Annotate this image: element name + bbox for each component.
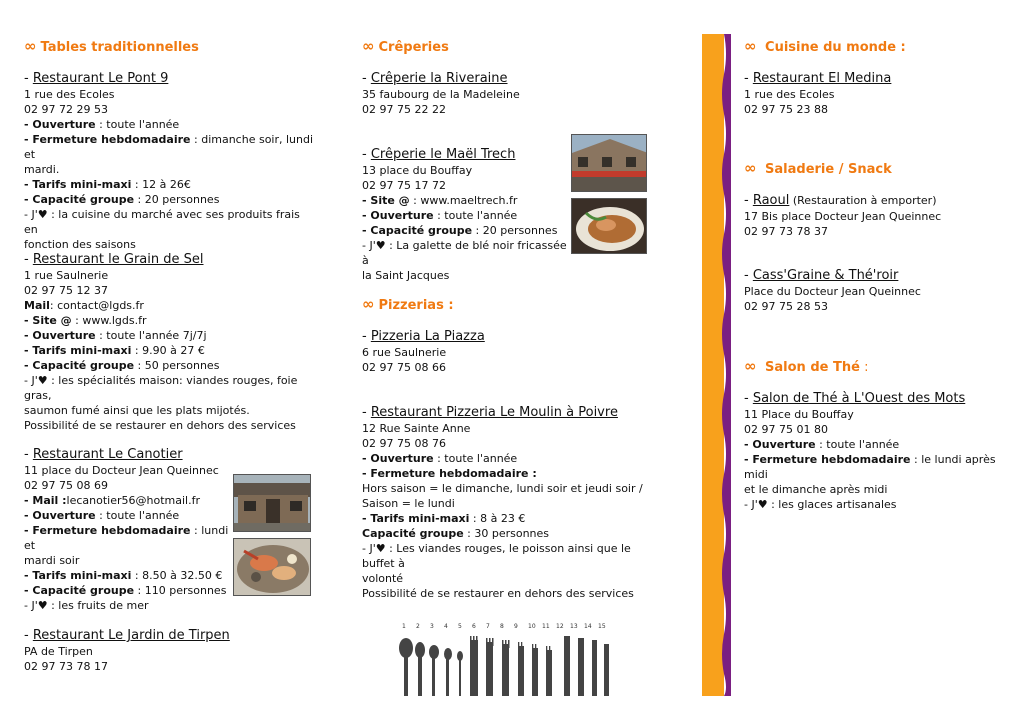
cutlery-number: 2 [416, 623, 420, 630]
entry-line: 02 97 75 12 37 [24, 284, 108, 297]
entry-field-value: : contact@lgds.fr [49, 299, 144, 312]
creperie-building-photo [571, 134, 647, 192]
entry-name[interactable]: - Restaurant Le Jardin de Tirpen [24, 628, 230, 643]
entry-line: 02 97 75 22 22 [362, 103, 446, 116]
entry-line: 35 faubourg de la Madeleine [362, 88, 520, 101]
entry-line [362, 223, 567, 238]
section-title-pizzerias: ∞ Pizzerias : [362, 295, 454, 313]
entry-field-label: - Fermeture hebdomadaire [24, 524, 191, 537]
entry-line: - J'♥ : les glaces artisanales [744, 498, 897, 511]
entry-field-label: - Ouverture [362, 209, 434, 222]
entry-field-value: : lundi et [24, 524, 229, 552]
pizzeria-entry [362, 404, 662, 601]
entry-field-label: - Fermeture hebdomadaire : [362, 467, 537, 480]
entry-line: et le dimanche après midi [744, 483, 888, 496]
entry-line: 1 rue des Ecoles [24, 88, 115, 101]
entry-line: 02 97 75 08 66 [362, 361, 446, 374]
entry-line [24, 117, 314, 132]
entry-field-label: - Tarifs mini-maxi [362, 512, 470, 525]
cutlery-number: 10 [528, 623, 536, 630]
entry-line: la Saint Jacques [362, 269, 450, 282]
galette-dish-photo [571, 198, 647, 254]
entry-field-label: - Site @ [362, 194, 410, 207]
entry-line: saumon fumé ainsi que les plats mijotés. [24, 404, 250, 417]
entry-field-value: : toute l'année 7j/7j [95, 329, 207, 342]
entry-name[interactable]: - Restaurant Pizzeria Le Moulin à Poivre [362, 405, 618, 420]
entry-line: mardi soir [24, 554, 80, 567]
entry-line: - J'♥ : les spécialités maison: viandes rouges, foie gras, [24, 374, 298, 402]
section-title-tea-room: ∞ Salon de Thé : [744, 357, 869, 375]
entry-line [24, 343, 314, 358]
entry-line: 02 97 75 08 69 [24, 479, 108, 492]
entry-line: 11 place du Docteur Jean Queinnec [24, 464, 219, 477]
entry-line: 13 place du Bouffay [362, 164, 473, 177]
entry-line [24, 132, 314, 162]
entry-name[interactable]: - Restaurant Le Canotier [24, 447, 183, 462]
entry-field-value: : 12 à 26€ [131, 178, 191, 191]
infinity-icon: ∞ [362, 295, 375, 313]
entry-field-value: : toute l'année [95, 118, 180, 131]
entry-field-label: - Capacité groupe [24, 193, 135, 206]
cutlery-number: 14 [584, 623, 592, 630]
restaurant-building-photo [233, 474, 311, 532]
entry-line: - J'♥ : Les viandes rouges, le poisson ainsi que le buffet à [362, 542, 631, 570]
entry-line: - J'♥ : les fruits de mer [24, 599, 149, 612]
entry-line [24, 508, 229, 523]
entry-line [24, 523, 229, 553]
purple-wave-stripe [721, 34, 731, 696]
entry-line: - J'♥ : La galette de blé noir fricassée à [362, 239, 567, 267]
entry-field-label: - Capacité groupe [24, 359, 135, 372]
entry-field-label: Capacité groupe [362, 527, 464, 540]
entry-line: 02 97 75 01 80 [744, 423, 828, 436]
entry-line [744, 452, 1014, 482]
entry-field-label: - Ouverture [24, 329, 96, 342]
entry-field-value: : www.maeltrech.fr [409, 194, 518, 207]
entry-line: 17 Bis place Docteur Jean Queinnec [744, 210, 942, 223]
entry-name[interactable]: - Restaurant le Grain de Sel [24, 252, 204, 267]
entry-field-value: : dimanche soir, lundi et [24, 133, 314, 161]
entry-name[interactable]: - Pizzeria La Piazza [362, 329, 485, 344]
entry-name[interactable]: - Crêperie le Maël Trech [362, 147, 516, 162]
entry-field-label: - Ouverture [744, 438, 816, 451]
entry-line: 12 Rue Sainte Anne [362, 422, 471, 435]
entry-field-value: : toute l'année [95, 509, 180, 522]
infinity-icon: ∞ [744, 37, 757, 55]
entry-line: mardi. [24, 163, 60, 176]
cutlery-number: 3 [430, 623, 434, 630]
entry-field-value: : 30 personnes [463, 527, 550, 540]
column-creperies-pizzerias [362, 36, 662, 696]
entry-line: 1 rue Saulnerie [24, 269, 109, 282]
infinity-icon: ∞ [24, 37, 37, 55]
infinity-icon: ∞ [744, 357, 757, 375]
entry-field-value: : 8 à 23 € [469, 512, 526, 525]
entry-line: PA de Tirpen [24, 645, 93, 658]
cutlery-number: 9 [514, 623, 518, 630]
cutlery-number: 6 [472, 623, 476, 630]
cutlery-number: 4 [444, 623, 448, 630]
entry-line: Hors saison = le dimanche, lundi soir et jeudi soir / [362, 482, 643, 495]
entry-line [24, 358, 314, 373]
entry-field-value: : 20 personnes [134, 193, 220, 206]
entry-line [362, 466, 662, 481]
section-title-world-cuisine: ∞ Cuisine du monde : [744, 37, 906, 55]
tea-room-entry [744, 390, 1014, 512]
entry-field-value: : toute l'année [433, 209, 518, 222]
entry-line: 02 97 75 23 88 [744, 103, 828, 116]
cutlery-number: 15 [598, 623, 606, 630]
entry-line: Possibilité de se restaurer en dehors des services [362, 587, 634, 600]
entry-line: 02 97 73 78 17 [24, 660, 108, 673]
entry-field-value: : le lundi après midi [744, 453, 996, 481]
entry-line: volonté [362, 572, 404, 585]
entry-line: fonction des saisons [24, 238, 136, 251]
restaurant-entry [24, 627, 314, 674]
cutlery-number-row [398, 622, 616, 632]
restaurant-entry [24, 70, 314, 252]
entry-field-label: - Fermeture hebdomadaire [744, 453, 911, 466]
entry-line [24, 313, 314, 328]
entry-line [24, 328, 314, 343]
creperie-entry [362, 146, 567, 283]
cutlery-number: 11 [542, 623, 550, 630]
entry-line [362, 208, 567, 223]
entry-field-label: - Ouverture [24, 118, 96, 131]
entry-line [362, 511, 662, 526]
cutlery-number: 1 [402, 623, 406, 630]
entry-line [24, 493, 229, 508]
entry-line: - J'♥ : la cuisine du marché avec ses produits frais en [24, 208, 300, 236]
entry-field-value: : www.lgds.fr [71, 314, 147, 327]
cutlery-number: 5 [458, 623, 462, 630]
entry-name[interactable]: - Restaurant El Medina [744, 71, 892, 86]
restaurant-entry [24, 446, 229, 613]
cutlery-number: 12 [556, 623, 564, 630]
entry-field-value: : 8.50 à 32.50 € [131, 569, 223, 582]
entry-line: 02 97 75 08 76 [362, 437, 446, 450]
infinity-icon: ∞ [744, 159, 757, 177]
entry-field-label: - Ouverture [24, 509, 96, 522]
entry-name[interactable]: - Salon de Thé à L'Ouest des Mots [744, 391, 966, 406]
creperie-entry [362, 70, 662, 117]
entry-line [24, 298, 314, 313]
column-traditional [24, 36, 314, 696]
entry-line [24, 568, 229, 583]
entry-field-label: - Ouverture [362, 452, 434, 465]
entry-field-label: - Capacité groupe [24, 584, 135, 597]
entry-line: 11 Place du Bouffay [744, 408, 854, 421]
cutlery-number: 7 [486, 623, 490, 630]
pizzeria-entry [362, 328, 662, 375]
entry-field-value: : toute l'année [433, 452, 518, 465]
infinity-icon: ∞ [362, 37, 375, 55]
snack-entry-cassgraine [744, 267, 1014, 314]
entry-field-label: - Mail : [24, 494, 67, 507]
section-title-traditional: ∞ Tables traditionnelles [24, 37, 199, 55]
entry-line [24, 177, 314, 192]
entry-field-value: : toute l'année [815, 438, 900, 451]
entry-field-value: : 9.90 à 27 € [131, 344, 205, 357]
entry-field-label: - Capacité groupe [362, 224, 473, 237]
entry-name[interactable]: - Crêperie la Riveraine [362, 71, 508, 86]
section-title-snack: ∞ Saladerie / Snack [744, 159, 892, 177]
cutlery-number: 13 [570, 623, 578, 630]
section-title-creperies: ∞ Crêperies [362, 37, 449, 55]
entry-line [24, 583, 229, 598]
entry-line: 1 rue des Ecoles [744, 88, 835, 101]
entry-field-value: : 110 personnes [134, 584, 227, 597]
entry-line [362, 451, 662, 466]
entry-line: 02 97 75 17 72 [362, 179, 446, 192]
entry-field-value: lecanotier56@hotmail.fr [66, 494, 200, 507]
cutlery-icons [398, 634, 616, 698]
restaurant-entry [24, 251, 314, 433]
entry-field-value: : 20 personnes [472, 224, 558, 237]
entry-line: Saison = le lundi [362, 497, 455, 510]
restaurant-entry [744, 70, 1014, 117]
entry-field-label: Mail [24, 299, 50, 312]
entry-line [744, 437, 1014, 452]
entry-line: Possibilité de se restaurer en dehors des services [24, 419, 296, 432]
entry-field-label: - Tarifs mini-maxi [24, 344, 132, 357]
entry-line [362, 193, 567, 208]
snack-entry-raoul [744, 192, 1014, 239]
entry-name[interactable]: - Restaurant Le Pont 9 [24, 71, 169, 86]
cutlery-illustration [398, 622, 616, 698]
entry-field-value: : 50 personnes [134, 359, 220, 372]
entry-line [362, 526, 662, 541]
entry-name[interactable]: - Cass'Graine & Thé'roir [744, 268, 899, 283]
cutlery-number: 8 [500, 623, 504, 630]
entry-line [24, 192, 314, 207]
entry-line: 02 97 75 28 53 [744, 300, 828, 313]
entry-line: 02 97 72 29 53 [24, 103, 108, 116]
entry-line: 6 rue Saulnerie [362, 346, 447, 359]
entry-line: 02 97 73 78 37 [744, 225, 828, 238]
entry-field-label: - Site @ [24, 314, 72, 327]
entry-line: Place du Docteur Jean Queinnec [744, 285, 921, 298]
entry-field-label: - Tarifs mini-maxi [24, 178, 132, 191]
entry-field-label: - Fermeture hebdomadaire [24, 133, 191, 146]
column-world-snack-tea [744, 36, 1014, 696]
entry-name[interactable]: - Raoul (Restauration à emporter) [744, 193, 937, 208]
entry-field-label: - Tarifs mini-maxi [24, 569, 132, 582]
seafood-platter-photo [233, 538, 311, 596]
